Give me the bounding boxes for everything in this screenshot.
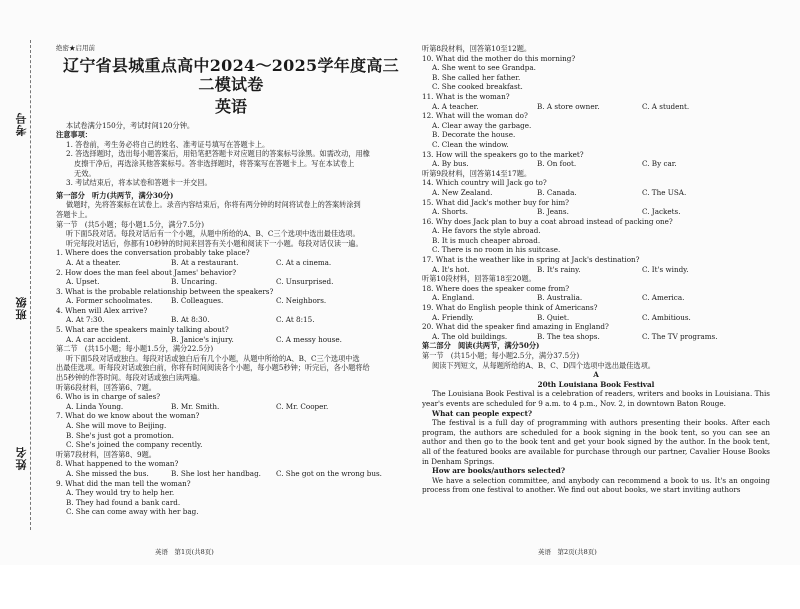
option: C. The TV programs. <box>642 331 718 341</box>
option: C. It's windy. <box>642 264 689 274</box>
option: C. A messy house. <box>276 334 342 344</box>
option: B. It's rainy. <box>537 264 581 274</box>
question-stem: 18. Where does the speaker come from? <box>422 283 570 293</box>
section1-intro: 听完每段对话后，你都有10秒钟的时间来回答有关小题和阅读下一小题。每段对话仅读一遍。 <box>66 238 363 248</box>
question-options <box>422 293 770 303</box>
notice-line: 皮擦干净后，再选涂其他答案标号。答非选择题时，将答案写在答题卡上。写在本试卷上 <box>74 158 355 168</box>
question-stem: 10. What did the mother do this morning? <box>422 53 576 63</box>
question-options <box>56 402 406 412</box>
dialogue-heading: 听第10段材料，回答第18至20题。 <box>422 274 536 284</box>
option: A. Shorts. <box>432 207 468 217</box>
passage-paragraph: We have a selection committee, and anybody can recommend a book to us. It's an ongoing process from one festival to another. We find out about books, we start inviting authors <box>422 475 770 495</box>
option: A. A teacher. <box>432 101 479 111</box>
question-options <box>56 258 406 268</box>
part1-intro: 做题时，先将答案标在试卷上。录音内容结束后，你将有两分钟的时间将试卷上的答案转涂到 <box>66 200 361 210</box>
option: B. At 8:30. <box>171 315 210 325</box>
question-options <box>422 313 770 323</box>
option: A. At 7:30. <box>66 315 105 325</box>
option: C. She cooked breakfast. <box>432 82 523 92</box>
question-stem: 12. What will the woman do? <box>422 111 528 121</box>
question-stem: 6. Who is in charge of sales? <box>56 392 161 402</box>
question-stem: 1. Where does the conversation probably take place? <box>56 248 250 258</box>
option: C. Ambitious. <box>642 312 691 322</box>
binding-margin <box>0 0 52 565</box>
option: C. There is no room in his suitcase. <box>432 245 561 255</box>
exam-info: 本试卷满分150分，考试时间120分钟。 <box>66 120 195 130</box>
part1-title: 第一部分 听力(共两节，满分30分) <box>56 190 174 200</box>
option: B. Australia. <box>537 293 583 303</box>
option: C. She can come away with her bag. <box>66 507 199 517</box>
question-stem: 20. What did the speaker find amazing in England? <box>422 322 609 332</box>
option: C. Jackets. <box>642 207 681 217</box>
option: A. New Zealand. <box>432 187 493 197</box>
dialogue-heading: 听第9段材料，回答第14至17题。 <box>422 168 532 178</box>
question-stem: 5. What are the speakers mainly talking about? <box>56 325 229 335</box>
question-stem: 19. What do English people think of Americans? <box>422 303 598 313</box>
section1-intro: 听下面5段对话。每段对话后有一个小题，从题中所给的A、B、C三个选项中选出最佳选项。 <box>66 229 360 239</box>
question-stem: 15. What did Jack's mother buy for him? <box>422 197 569 207</box>
dialogue-heading: 听第6段材料，回答第6、7题。 <box>56 382 156 392</box>
question-options <box>56 277 406 287</box>
question-options <box>422 102 770 112</box>
confidential-tag: 绝密★启用前 <box>56 44 95 52</box>
question-stem: 7. What do we know about the woman? <box>56 411 200 421</box>
option: B. Uncaring. <box>171 277 218 287</box>
option: B. They had found a bank card. <box>66 497 181 507</box>
question-options <box>56 469 406 479</box>
subject-title: 英语 <box>214 96 247 116</box>
option: A. She went to see Grandpa. <box>432 63 536 73</box>
dialogue-heading: 听第7段材料，回答第8、9题。 <box>56 449 156 459</box>
notice-line: 1. 答卷前，考生务必将自己的姓名、准考证号填写在答题卡上。 <box>66 139 270 149</box>
question-options <box>56 335 406 345</box>
option: A. It's hot. <box>432 264 470 274</box>
page-2 <box>422 0 770 609</box>
option: C. At 8:15. <box>276 315 315 325</box>
question-stem: 11. What is the woman? <box>422 91 510 101</box>
passage-letter: A <box>593 370 599 380</box>
option: B. On foot. <box>537 159 577 169</box>
part1-intro: 答题卡上。 <box>56 209 92 219</box>
option: C. Unsurprised. <box>276 277 334 287</box>
passage-paragraph: The Louisiana Book Festival is a celebration of readers, writers and books in Louisiana. This year's events are scheduled for 9 a.m. to 4 p.m., Nov. 2, in downtown Baton Rouge. <box>422 389 770 408</box>
option: B. She's just got a promotion. <box>66 430 174 440</box>
section3-title: 第一节 (共15小题；每小题2.5分，满分37.5分) <box>422 351 580 360</box>
option: A. She missed the bus. <box>66 468 149 478</box>
question-stem: 8. What happened to the woman? <box>56 459 179 469</box>
option: A. He favors the style abroad. <box>432 226 541 236</box>
passage-subheading: How are books/authors selected? <box>432 466 566 476</box>
option: B. Jeans. <box>537 207 569 217</box>
notice-title: 注意事项： <box>56 130 92 140</box>
part2-title: 第二部分 阅读(共两节，满分50分) <box>422 341 540 351</box>
option: A. Former schoolmates. <box>66 296 153 306</box>
section2-intro: 听下面5段对话或独白。每段对话或独白后有几个小题，从题中所给的A、B、C三个选项中选 <box>66 353 360 363</box>
passage-paragraph: The festival is a full day of programming with authors presenting their books. After each program, the authors are scheduled for a book signing in the book tent, so you can see an author and then go to the book tent and get your book signed by the author. In the book tent, all of the featured books are available for purchase through our partner, Cavalier House Books in Denham Springs. <box>422 418 770 466</box>
class-label: 班级 <box>15 296 28 320</box>
option: A. Friendly. <box>432 312 474 322</box>
exam-number-label: 考号 <box>15 112 28 136</box>
option: A. A car accident. <box>66 334 131 344</box>
page-footer: 英语 第1页(共8页) <box>155 548 214 556</box>
question-options <box>422 265 770 275</box>
option: B. Canada. <box>537 187 577 197</box>
notice-line: 3. 考试结束后，将本试卷和答题卡一并交回。 <box>66 178 212 188</box>
option: A. Linda Young. <box>66 401 124 411</box>
section2-intro: 出5秒钟的作答时间。每段对话或独白读两遍。 <box>56 373 205 383</box>
section3-intro: 阅读下列短文，从每题所给的A、B、C、D四个选项中选出最佳选项。 <box>432 360 655 370</box>
question-options <box>422 188 770 198</box>
option: A. Clear away the garbage. <box>432 120 532 130</box>
option: B. Quiet. <box>537 312 570 322</box>
option: C. Neighbors. <box>276 296 327 306</box>
option: B. At a restaurant. <box>171 257 239 267</box>
question-stem: 4. When will Alex arrive? <box>56 305 148 315</box>
question-stem: 17. What is the weather like in spring at Jack's destination? <box>422 255 640 265</box>
option: B. Colleagues. <box>171 296 224 306</box>
question-stem: 3. What is the probable relationship between the speakers? <box>56 286 274 296</box>
option: C. She's joined the company recently. <box>66 440 203 450</box>
option: B. The tea shops. <box>537 331 600 341</box>
dialogue-heading: 听第8段材料，回答第10至12题。 <box>422 44 532 53</box>
section1-title: 第一节 (共5小题；每小题1.5分，满分7.5分) <box>56 219 205 229</box>
option: A. At a theater. <box>66 257 121 267</box>
option: B. A store owner. <box>537 101 600 111</box>
option: C. Mr. Cooper. <box>276 401 329 411</box>
cut-line <box>30 40 32 530</box>
option: C. She got on the wrong bus. <box>276 468 382 478</box>
option: C. By car. <box>642 159 677 169</box>
question-options <box>56 296 406 306</box>
name-label: 姓名 <box>15 446 28 470</box>
question-options <box>422 159 770 169</box>
question-stem: 9. What did the man tell the woman? <box>56 478 191 488</box>
option: B. Mr. Smith. <box>171 401 220 411</box>
option: A. Upset. <box>66 277 100 287</box>
question-stem: 14. Which country will Jack go to? <box>422 178 547 188</box>
option: B. Janice's injury. <box>171 334 234 344</box>
page-footer: 英语 第2页(共8页) <box>538 548 597 556</box>
question-options <box>56 315 406 325</box>
option: B. She called her father. <box>432 72 521 82</box>
exam-title: 辽宁省县城重点高中2024～2025学年度高三二模试卷 <box>63 55 399 94</box>
question-options <box>422 332 770 342</box>
option: C. A student. <box>642 101 690 111</box>
notice-line: 无效。 <box>74 168 96 178</box>
option: C. At a cinema. <box>276 257 332 267</box>
notice-line: 2. 答选择题时，选出每小题答案后，用铅笔把答题卡对应题目的答案标号涂黑。如需改动，用橡 <box>66 149 370 159</box>
option: B. It is much cheaper abroad. <box>432 235 541 245</box>
option: C. America. <box>642 293 685 303</box>
passage-title: 20th Louisiana Book Festival <box>537 379 655 389</box>
page-1 <box>56 0 406 565</box>
option: C. The USA. <box>642 187 687 197</box>
option: A. The old buildings. <box>432 331 508 341</box>
passage-subheading: What can people expect? <box>432 408 533 418</box>
question-options <box>422 207 770 217</box>
option: C. Clean the window. <box>432 139 509 149</box>
option: A. They would try to help her. <box>66 488 175 498</box>
question-stem: 16. Why does Jack plan to buy a coat abroad instead of packing one? <box>422 216 673 226</box>
option: B. Decorate the house. <box>432 130 516 140</box>
option: A. By bus. <box>432 159 469 169</box>
question-stem: 13. How will the speakers go to the market? <box>422 149 584 159</box>
section2-title: 第二节 (共15小题；每小题1.5分，满分22.5分) <box>56 344 214 354</box>
option: A. She will move to Beijing. <box>66 421 167 430</box>
question-stem: 2. How does the man feel about James' behavior? <box>56 267 237 277</box>
section2-intro: 出最佳选项。听每段对话或独白前，你将有时间阅读各个小题，每小题5秒钟；听完后，各小题将给 <box>56 363 370 373</box>
option: A. England. <box>432 293 475 303</box>
option: B. She lost her handbag. <box>171 468 261 478</box>
